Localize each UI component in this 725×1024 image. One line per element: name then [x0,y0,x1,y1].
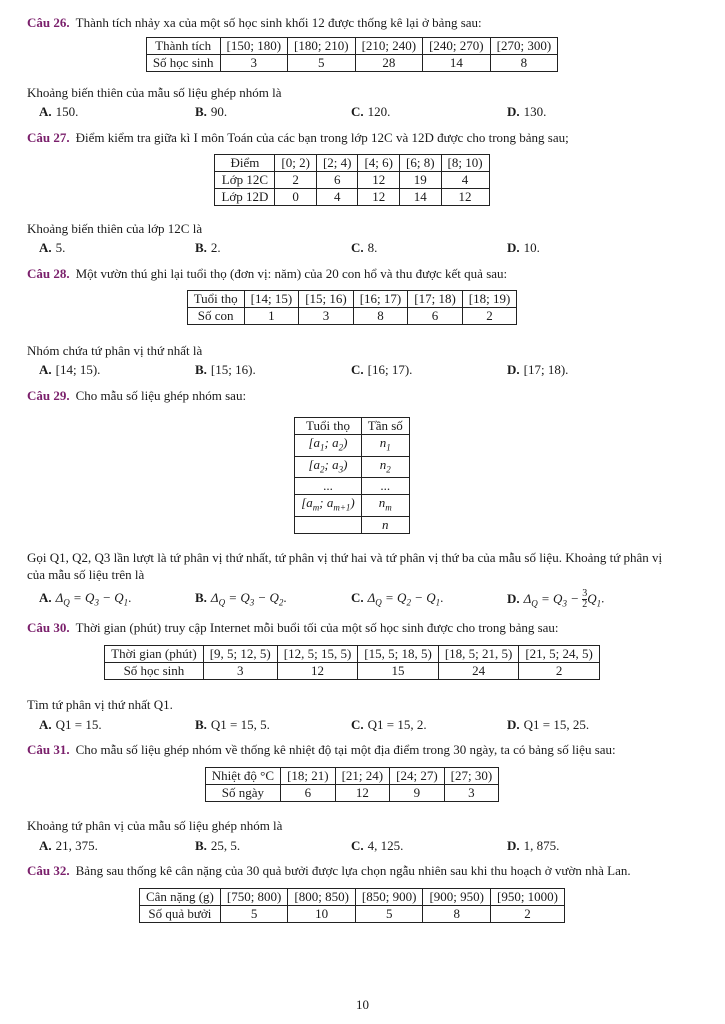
table-cell: 4 [441,172,489,189]
question-text: Thời gian (phút) truy cập Internet mỗi buổi tối của một số học sinh được cho trong bảng sau: [75,619,559,635]
table-cell: [15, 5; 18, 5) [358,645,439,662]
option-d [495,837,651,854]
option-text: 10. [523,240,540,255]
option-text: 90. [210,104,228,119]
table-row [139,905,564,922]
question-stem: Khoảng tứ phân vị của mẫu số liệu ghép nhóm là [27,817,283,833]
question-text: Một vườn thú ghi lại tuổi thọ (đơn vị: năm) của 20 con hổ và thu được kết quả sau: [75,266,508,281]
option-letter: B. [195,362,207,377]
option-letter: B. [195,240,207,255]
question-label: Câu 27. [27,130,70,145]
table-row [105,662,600,679]
table-row [295,418,410,435]
table-cell: [270; 300) [490,38,558,55]
table-row [215,189,489,206]
table-row [146,38,557,55]
table-cell: 2 [275,172,317,189]
table-cell [295,516,362,533]
option-b [183,361,339,378]
option-b [183,239,339,256]
row-header-cell: Tuổi thọ [187,291,244,308]
row-header-cell: Lớp 12C [215,172,275,189]
table-cell: [15; 16) [299,291,354,308]
table-cell: [180; 210) [288,38,356,55]
option-text: [16; 17). [367,362,413,377]
table-row [295,478,410,495]
table-cell: $n_m$ [361,495,409,517]
option-text: 150. [55,104,79,119]
option-a [27,716,183,733]
table-cell: 12 [335,784,390,801]
question-stem: Nhóm chứa tứ phân vị thứ nhất là [27,343,203,358]
table-cell: [4; 6) [358,155,400,172]
table-cell: 19 [400,172,442,189]
option-c [339,103,495,120]
option-text: Q1 = 15, 5. [210,716,270,732]
table-cell: [900; 950) [423,888,491,905]
answer-options [27,587,677,615]
table-cell: 24 [438,662,519,679]
data-table-q32 [139,888,565,923]
table-cell: [950; 1000) [490,888,564,905]
option-text: 4, 125. [367,837,404,853]
table-cell: [800; 850) [288,888,356,905]
table-cell: 6 [408,308,463,325]
row-header-cell: Cân nặng (g) [139,888,220,905]
answer-options [27,361,677,378]
table-cell: [750; 800) [220,888,288,905]
option-c [339,361,495,378]
table-cell: [21; 24) [335,767,390,784]
answer-options [27,837,677,854]
table-cell: [21, 5; 24, 5) [519,645,600,662]
table-cell: 12 [358,189,400,206]
table-cell: ... [295,478,362,495]
table-cell: 3 [203,662,277,679]
option-letter: C. [351,104,364,119]
question-32 [27,862,677,879]
option-letter: D. [507,362,520,377]
table-cell: [9, 5; 12, 5) [203,645,277,662]
table-cell: [$a_2$; $a_3$) [295,456,362,478]
option-text: 2. [210,240,221,255]
option-letter: B. [195,837,207,853]
row-header-cell: Thời gian (phút) [105,645,204,662]
row-header-cell: Số con [187,308,244,325]
row-header-cell: Lớp 12D [215,189,275,206]
option-letter: A. [39,104,52,119]
option-d [495,103,651,120]
option-text: [15; 16). [210,362,256,377]
table-row [105,645,600,662]
option-letter: B. [195,716,207,732]
answer-options [27,716,677,733]
option-a [27,239,183,256]
table-cell: 5 [288,55,356,72]
option-a [27,361,183,378]
option-b [183,716,339,733]
table-cell: [850; 900) [355,888,423,905]
table-cell: 1 [244,308,299,325]
option-d [495,716,651,733]
question-label: Câu 32. [27,862,70,878]
table-row [295,516,410,533]
table-cell: 3 [220,55,288,72]
table-cell: 6 [316,172,358,189]
option-c [339,239,495,256]
option-a [27,103,183,120]
table-cell: 28 [355,55,423,72]
table-cell: [210; 240) [355,38,423,55]
table-cell: [17; 18) [408,291,463,308]
question-26 [27,14,677,31]
row-header-cell: Số học sinh [105,662,204,679]
question-text: Thành tích nhảy xa của một số học sinh khối 12 được thống kê lại ở bảng sau: [75,15,482,30]
question-stem: Gọi Q1, Q2, Q3 lần lượt là tứ phân vị thứ nhất, tứ phân vị thứ hai và tứ phân vị thứ ba của mẫu số liệu. Khoảng tứ phân vị của mẫu số liệu trên là [27,549,663,582]
question-label: Câu 31. [27,741,70,757]
answer-options [27,103,677,120]
data-table-q26 [146,37,558,72]
table-row [215,155,489,172]
option-text: 21, 375. [55,837,98,853]
table-cell: [16; 17) [353,291,408,308]
option-d: D. $\Delta_Q = Q_3$ − $\frac{3}{2}$ $Q_1$. [507,588,605,611]
table-cell: ... [361,478,409,495]
option-letter: D. [507,104,520,119]
question-stem: Tìm tứ phân vị thứ nhất Q1. [27,696,173,712]
table-cell: 4 [316,189,358,206]
table-cell: 8 [423,905,491,922]
table-cell: 12 [441,189,489,206]
table-row [139,888,564,905]
table-cell: [6; 8) [400,155,442,172]
table-cell: 0 [275,189,317,206]
table-cell: [14; 15) [244,291,299,308]
option-text: [17; 18). [523,362,569,377]
option-text: 1, 875. [523,837,560,853]
option-letter: D. [507,240,520,255]
option-letter: C. [351,240,364,255]
option-d [495,361,651,378]
page-number: 10 [356,997,369,1012]
table-row [295,495,410,517]
table-cell: [240; 270) [423,38,491,55]
data-table-q27 [214,154,489,206]
option-letter: C. [351,716,364,732]
table-cell: $n_1$ [361,435,409,457]
table-cell: 2 [519,662,600,679]
option-letter: A. [39,716,52,732]
option-b: B. $\Delta_Q = Q_3 - Q_2$. [195,590,287,609]
table-cell: [18; 19) [462,291,517,308]
question-29 [27,387,677,404]
table-cell: 9 [390,784,445,801]
row-header-cell: Số quả bưởi [139,905,220,922]
question-28 [27,265,677,282]
table-cell: 14 [423,55,491,72]
table-row [215,172,489,189]
table-cell: [$a_1$; $a_2$) [295,435,362,457]
table-cell: 12 [277,662,358,679]
question-label: Câu 29. [27,388,70,403]
option-text: 5. [55,240,66,255]
option-text: 8. [367,240,378,255]
option-a: A. $\Delta_Q = Q_3 - Q_1$. [39,590,132,609]
option-letter: D. [507,837,520,853]
table-row [295,456,410,478]
option-letter: A. [39,837,52,853]
option-text: Q1 = 15, 25. [523,716,590,732]
option-text: 130. [523,104,547,119]
option-letter: A. [39,240,52,255]
table-cell: [18, 5; 21, 5) [438,645,519,662]
question-label: Câu 26. [27,15,70,30]
question-27 [27,129,677,146]
question-label: Câu 30. [27,619,70,635]
question-stem: Khoảng biến thiên của mẫu số liệu ghép nhóm là [27,85,282,100]
table-row [295,435,410,457]
table-cell: 12 [358,172,400,189]
table-cell: 3 [444,784,499,801]
row-header-cell: Thành tích [146,38,220,55]
table-cell: 2 [490,905,564,922]
table-cell: n [361,516,409,533]
table-cell: $n_2$ [361,456,409,478]
table-cell: 6 [281,784,336,801]
table-cell: [0; 2) [275,155,317,172]
table-row [205,784,498,801]
option-text: [14; 15). [55,362,101,377]
table-cell: [27; 30) [444,767,499,784]
data-table-q30 [104,645,600,680]
option-c [339,716,495,733]
worksheet-page [27,14,677,923]
option-d [495,239,651,256]
option-text: Q1 = 15, 2. [367,716,427,732]
question-text: Cho mẫu số liệu ghép nhóm về thống kê nhiệt độ tại một địa điểm trong 30 ngày, ta có bảng số liệu sau: [75,741,616,757]
question-label: Câu 28. [27,266,70,281]
table-cell: 2 [462,308,517,325]
table-cell: 15 [358,662,439,679]
table-cell: [150; 180) [220,38,288,55]
option-b [183,103,339,120]
option-c: C. $\Delta_Q = Q_2 - Q_1$. [351,590,444,609]
question-text: Cho mẫu số liệu ghép nhóm sau: [75,388,247,403]
data-table-q28 [187,290,518,325]
option-letter: D. [507,716,520,732]
option-text: 25, 5. [210,837,241,853]
table-cell: 8 [490,55,558,72]
data-table-q29 [294,417,410,534]
option-letter: B. [195,104,207,119]
table-row [187,291,517,308]
table-cell: [2; 4) [316,155,358,172]
option-letter: C. [351,362,364,377]
question-text: Bảng sau thống kê cân nặng của 30 quả bưởi được lựa chọn ngẫu nhiên sau khi thu hoạch ở vườn nhà Lan. [75,862,631,878]
table-row [146,55,557,72]
question-30 [27,619,677,636]
option-text: Q1 = 15. [55,716,102,732]
row-header-cell: Số học sinh [146,55,220,72]
table-cell: [8; 10) [441,155,489,172]
table-cell: [12, 5; 15, 5) [277,645,358,662]
question-31 [27,741,677,758]
row-header-cell: Nhiệt độ °C [205,767,280,784]
option-b [183,837,339,854]
option-text: 120. [367,104,391,119]
table-cell: [24; 27) [390,767,445,784]
table-cell: 3 [299,308,354,325]
fraction: $\frac{3}{2}$ [582,588,588,611]
option-letter: A. [39,362,52,377]
table-cell: Tuổi thọ [295,418,362,435]
table-cell: 10 [288,905,356,922]
option-c [339,837,495,854]
answer-options [27,239,677,256]
option-letter: C. [351,837,364,853]
row-header-cell: Điểm [215,155,275,172]
data-table-q31 [205,767,499,802]
table-cell: [18; 21) [281,767,336,784]
question-stem: Khoảng biến thiên của lớp 12C là [27,221,203,236]
table-cell: 5 [355,905,423,922]
table-cell: 14 [400,189,442,206]
option-a [27,837,183,854]
table-row [205,767,498,784]
table-cell: 8 [353,308,408,325]
table-cell: Tần số [361,418,409,435]
table-cell: [$a_m$; $a_{m+1}$) [295,495,362,517]
table-row [187,308,517,325]
table-cell: 5 [220,905,288,922]
question-text: Điểm kiểm tra giữa kì I môn Toán của các bạn trong lớp 12C và 12D được cho trong bảng sau; [75,130,569,145]
row-header-cell: Số ngày [205,784,280,801]
